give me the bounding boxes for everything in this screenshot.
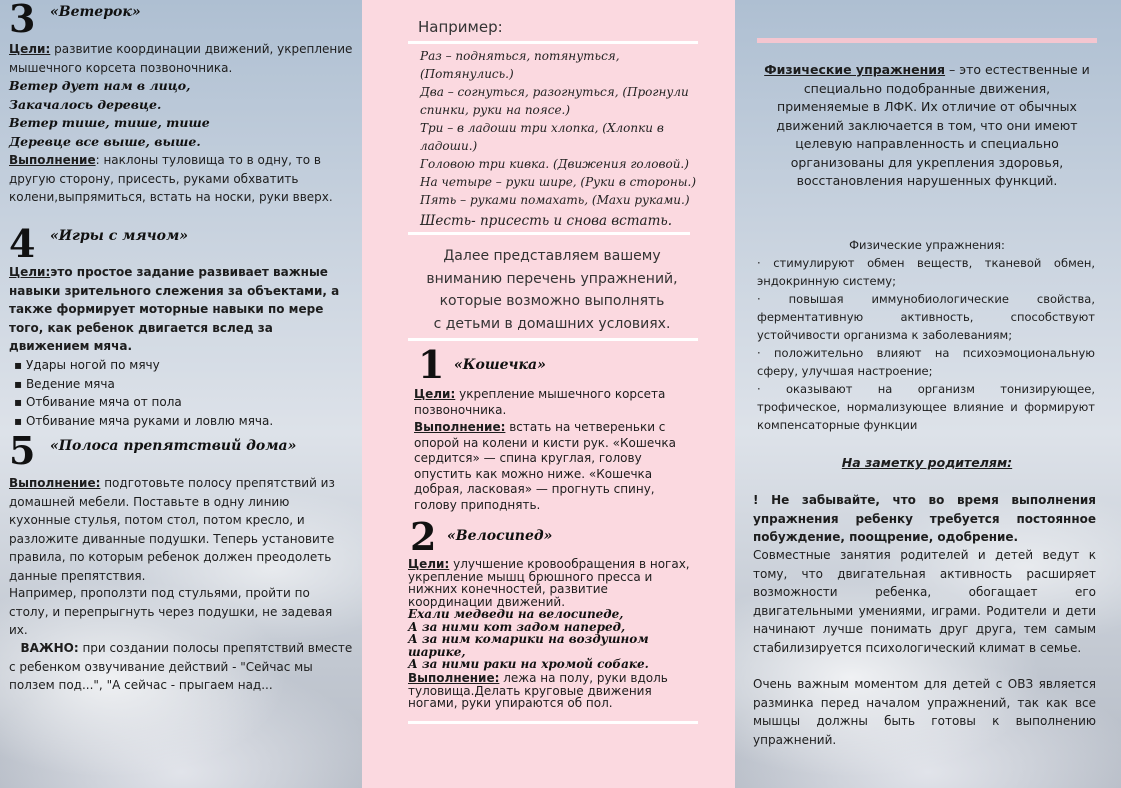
exec-text: встать на четвереньки с опорой на колени и кисти рук. «Кошечка сердится» — спина круглая, голову опустить как можно ниже. «Кошечка добрая, ласковая» — прогнуть спину, голову приподнять.: [414, 420, 676, 512]
ball-games-list: [14, 356, 354, 430]
goal-label: Цели:: [408, 557, 450, 571]
goal-label: Цели:: [414, 387, 456, 401]
rhyme-line: На четыре – руки шире, (Руки в стороны.): [420, 175, 697, 189]
right-panel: [735, 0, 1121, 788]
divider: [408, 41, 698, 44]
exec-text: : наклоны туловища то в одну, то в другую сторону, присесть, руками обхватить колени,выпрямиться, встать на носки, руки вверх.: [9, 153, 333, 204]
important-text: при создании полосы препятствий вместе с ребенком озвучивание действий - "Сейчас мы ползем под...", "А сейчас - прыгаем над...: [9, 641, 353, 692]
section-title-obstacle: «Полоса препятствий дома»: [50, 438, 297, 454]
left-panel: [0, 0, 362, 788]
s3-goal: [9, 40, 354, 77]
definition-term: Физические упражнения: [764, 62, 946, 77]
s1-goal: [414, 387, 682, 418]
exec-label: Выполнение:: [408, 671, 500, 685]
list-item: · стимулируют обмен веществ, тканевой обмен, эндокринную систему;: [757, 256, 1095, 288]
exec-text: подготовьте полосу препятствий из домашней мебели. Поставьте в одну линию кухонные стулья, потом стол, потом кресло, и разложите диванные подушки. Теперь установите правила, по которым ребенок должен преодолеть данные препятствия.: [9, 476, 335, 583]
goal-text: развитие координации движений, укрепление мышечного корсета позвоночника.: [9, 42, 353, 75]
list-heading: Физические упражнения:: [849, 238, 1005, 252]
exercise-rhyme: [420, 47, 705, 230]
pink-divider: [757, 38, 1097, 43]
exec-label: Выполнение:: [9, 476, 101, 490]
poem-line: Деревце все выше, выше.: [9, 133, 201, 149]
poem-line: А за ними кот задом наперед,: [408, 619, 626, 634]
list-item: · повышая иммунобиологические свойства, ферментативную активность, способствуют устойчивости организма к заболеваниям;: [757, 292, 1095, 342]
benefits-list: [757, 254, 1095, 434]
s3-poem: [9, 77, 349, 151]
section-title-velosiped: «Велосипед»: [447, 528, 553, 544]
s5-important: [9, 639, 354, 695]
section-title-games-ball: «Игры с мячом»: [50, 228, 189, 244]
divider: [408, 721, 698, 724]
rhyme-line: Головою три кивка. (Движения головой.): [420, 157, 689, 171]
note-paragraph-1: Совместные занятия родителей и детей ведут к тому, что двигательная активность расширяет возможности ребенка, обогащает его двигательными умениями, играми. Родители и дети начинают лучше понимать друг друга, тем самым стабилизируется психологический климат в семье.: [753, 548, 1096, 655]
rhyme-line: Пять – руками помахать, (Махи руками.): [420, 193, 690, 207]
s2-goal: [408, 558, 693, 608]
poem-line: А за ним комарики на воздушном шарике,: [408, 632, 649, 659]
important-label: ВАЖНО:: [20, 641, 79, 655]
s4-goal: [9, 263, 354, 356]
section-number-1: 1: [418, 342, 445, 387]
exec-label: Выполнение: [9, 153, 96, 167]
poem-line: Ветер тише, тише, тише: [9, 115, 210, 130]
goal-text: это простое задание развивает важные навыки зрительного слежения за объектами, а также формирует моторные навыки по мере того, как ребенок двигается вслед за движением мяча.: [9, 265, 340, 353]
list-item: ▪ Удары ногой по мячу: [14, 356, 354, 375]
s2-exec: [408, 672, 693, 710]
intro-line: Далее представляем вашему: [443, 248, 661, 264]
intro-text: [402, 245, 702, 335]
section-title-koshechka: «Кошечка»: [454, 357, 546, 373]
section-title-veterok: «Ветерок»: [50, 4, 141, 20]
middle-panel: [362, 0, 735, 788]
section-number-5: 5: [9, 428, 36, 473]
rhyme-line: Раз – подняться, потянуться, (Потянулись.): [420, 49, 620, 81]
rhyme-line: Два – согнуться, разогнуться, (Прогнули спинки, руки на поясе.): [420, 85, 689, 117]
note-bold: ! Не забывайте, что во время выполнения упражнения ребенку требуется постоянное побуждение, поощрение, одобрение.: [753, 493, 1096, 544]
goal-label: Цели:: [9, 265, 51, 279]
rhyme-line: Шесть- присесть и снова встать.: [420, 213, 673, 229]
divider: [408, 232, 690, 235]
rhyme-line: Три – в ладоши три хлопка, (Хлопки в ладоши.): [420, 121, 664, 153]
poem-line: Ехали медведи на велосипеде,: [408, 607, 624, 621]
poem-line: А за ними раки на хромой собаке.: [408, 657, 649, 671]
s5-exec: [9, 474, 349, 585]
note-paragraph-2: Очень важным моментом для детей с ОВЗ является разминка перед началом упражнений, так как все мышцы должны быть готовы к выполнению упражнений.: [753, 677, 1096, 747]
intro-line: вниманию перечень упражнений,: [426, 270, 678, 287]
section-number-3: 3: [9, 0, 36, 41]
s2-poem: [408, 608, 688, 671]
definition: [757, 61, 1097, 191]
exec-text: лежа на полу, руки вдоль туловища.Делать круговые движения ногами, руки упираются об пол.: [408, 671, 668, 710]
s1-exec: [414, 420, 682, 513]
list-item: ▪ Отбивание мяча от пола: [14, 393, 354, 412]
goal-text: улучшение кровообращения в ногах, укрепление мышц брюшного пресса и нижних конечностей, развитие координации движений.: [408, 557, 690, 609]
poem-line: Ветер дует нам в лицо,: [9, 78, 191, 93]
exec-label: Выполнение:: [414, 420, 506, 434]
goal-label: Цели:: [9, 42, 51, 56]
goal-text: укрепление мышечного корсета позвоночника.: [414, 387, 666, 417]
s5-example: Например, проползти под стульями, пройти по столу, и перепрыгнуть через подушки, не задевая их.: [9, 586, 333, 637]
intro-line: которые возможно выполнять: [439, 293, 665, 309]
section-number-2: 2: [410, 514, 437, 559]
s3-exec: [9, 151, 349, 207]
intro-line: с детьми в домашних условиях.: [433, 315, 671, 332]
list-item: · оказывают на организм тонизирующее, трофическое, нормализующее влияние и формируют компенсаторные функции: [757, 382, 1095, 432]
example-heading: Например:: [418, 18, 503, 36]
list-item: ▪ Ведение мяча: [14, 375, 354, 394]
note-heading: На заметку родителям:: [841, 455, 1013, 470]
divider: [408, 338, 698, 341]
list-item: ▪ Отбивание мяча руками и ловлю мяча.: [14, 412, 354, 431]
section-number-4: 4: [9, 221, 36, 266]
definition-text: – это естественные и специально подобранные движения, применяемые в ЛФК. Их отличие от обычных движений заключается в том, что они имеют целевую направленность и специально организованы для укрепления здоровья, восстановления нарушенных функций.: [776, 62, 1090, 188]
poem-line: Закачалось деревце.: [9, 96, 162, 112]
list-item: · положительно влияют на психоэмоциональную сферу, улучшая настроение;: [757, 346, 1095, 378]
